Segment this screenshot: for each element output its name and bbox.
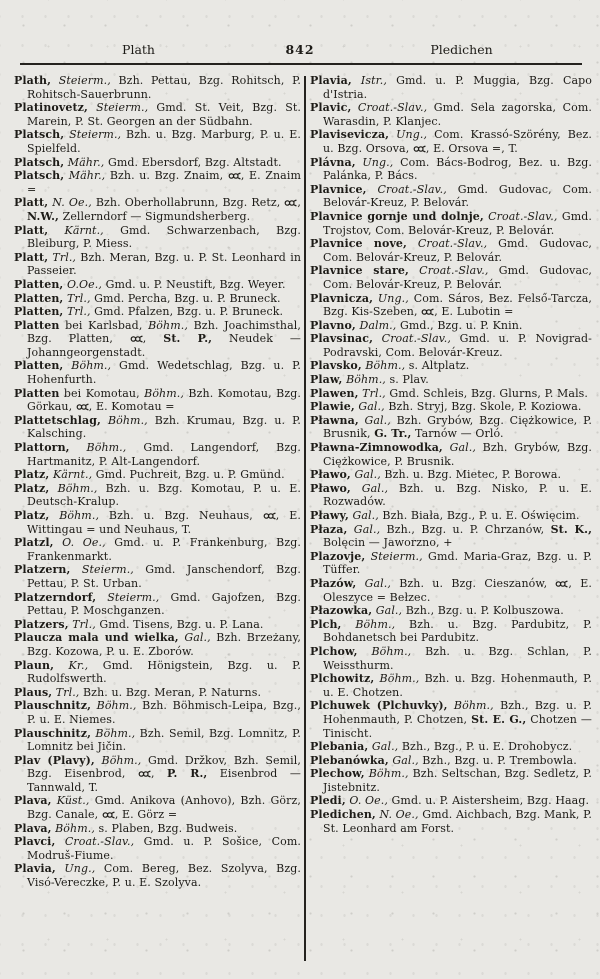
gazetteer-entry — [310, 808, 592, 835]
entry-place-name: Plavnice nove, — [310, 237, 407, 251]
gazetteer-entry — [310, 264, 592, 291]
entry-region: Böhm., — [69, 441, 127, 455]
entry-details: Bzh., Bzg. u. P. Chrzanów, St. K., Bolęcin — Jaworzno, + — [323, 522, 592, 550]
post-horn-icon — [413, 145, 426, 153]
entry-place-name: Plaun, — [14, 658, 55, 672]
entry-region: Böhm., — [51, 821, 95, 835]
entry-region: Böhm., — [342, 373, 386, 387]
entry-region: Gal., — [350, 481, 389, 495]
gazetteer-entry — [14, 862, 301, 889]
entry-region: Steierm., — [87, 101, 149, 115]
entry-region: Böhm., — [361, 359, 406, 373]
entry-details: Bzh. Krumau, Bzg. u. P. Kalsching. — [27, 413, 301, 441]
entry-region: Ung., — [389, 128, 428, 142]
entry-region: Croat.-Slav., — [366, 182, 447, 196]
entry-place-name: Płaza, — [310, 522, 348, 536]
right-column — [310, 74, 592, 973]
gazetteer-entry — [14, 156, 301, 170]
entry-details: s. Plaben, Bzg. Budweis. — [94, 821, 238, 835]
entry-region: Trl., — [63, 305, 91, 319]
entry-region: Gal., — [356, 576, 391, 590]
entry-details: Gmd. St. Veit, Bzg. St. Marein, P. St. Georgen an der Südbahn. — [27, 101, 301, 128]
gazetteer-entry — [14, 251, 301, 278]
entry-details: Bzh. Brzeżany, Bzg. Kozowa, P. u. E. Zborów. — [27, 631, 302, 658]
entry-place-name: Platsch, — [14, 155, 65, 169]
gazetteer-entry — [14, 196, 301, 223]
entry-region: Croat.-Slav., — [373, 332, 451, 346]
gazetteer-entry — [310, 550, 592, 577]
column-divider — [304, 76, 306, 961]
entry-details: Bzh. u. Bzg. Marburg, P. u. E. Spielfeld. — [27, 128, 301, 155]
entry-place-name: Plavnicza, — [310, 291, 374, 305]
entry-details: Bzh. Stryj, Bzg. Skole, P. Koziowa. — [384, 400, 582, 414]
entry-details: Gmd. u. P. Muggia, Bzg. Capo d'Istria. — [323, 74, 592, 101]
entry-details: Bzh. Böhmisch-Leipa, Bzg., P. u. E. Niemes. — [27, 699, 301, 726]
entry-region: Böhm., — [447, 699, 494, 713]
gazetteer-entry — [310, 332, 592, 359]
post-horn-icon — [555, 580, 568, 588]
entry-details: Bzh. Biała, Bzg., P. u. E. Oświęcim. — [378, 509, 580, 522]
entry-region: Steierm., — [70, 563, 134, 577]
entry-place-name: Plechow, — [310, 767, 365, 781]
gazetteer-entry — [310, 128, 592, 155]
post-horn-icon — [76, 403, 89, 411]
entry-details: Bzh. Meran, Bzg. u. P. St. Leonhard in Passeier. — [27, 250, 301, 278]
gazetteer-entry — [310, 577, 592, 604]
gazetteer-entry — [310, 672, 592, 699]
entry-region: Istr., — [351, 74, 387, 87]
entry-details: Gmd. Tisens, Bzg. u. P. Lana. — [95, 617, 264, 631]
entry-region: Böhm., — [341, 617, 396, 631]
entry-region: Trl., — [358, 386, 386, 400]
gazetteer-entry — [14, 292, 301, 306]
gazetteer-entry — [310, 468, 592, 482]
entry-details: Gmd. Puchreit, Bzg. u. P. Gmünd. — [92, 468, 285, 482]
entry-place-name: Plchow, — [310, 644, 358, 658]
gazetteer-entry — [14, 591, 301, 618]
entry-details: Gmd. Gudovac, Com. Belovár-Kreuz, P. Belovár. — [323, 264, 592, 291]
gazetteer-entry — [14, 305, 301, 319]
entry-details: Bzh. Oberhollabrunn, Bzg. Retz, , N.W., Zellerndorf — Sigmundsherberg. — [27, 196, 302, 223]
entry-region: Trl., — [63, 291, 91, 305]
entry-region: Kärnt., — [48, 223, 104, 237]
entry-details: Bzh. Seltschan, Bzg. Sedletz, P. Jistebnitz. — [323, 767, 592, 794]
gazetteer-entry — [14, 482, 301, 509]
entry-details: Gmd. u. P. Novigrad-Podravski, Com. Belovár-Kreuz. — [323, 332, 592, 359]
entry-details: Bzh. u. Bzg. Meran, P. Naturns. — [79, 685, 262, 699]
entry-place-name: Pledichen, — [310, 808, 376, 822]
gazetteer-entry — [14, 414, 301, 441]
entry-details: Bzh., Bzg. u. P. Hohenmauth, P. Chotzen, St. E. G., Chotzen — Tinischt. — [323, 699, 592, 740]
page-header — [22, 42, 578, 57]
gazetteer-entry — [14, 727, 301, 754]
entry-details: Com. Krassó-Szörény, Bez. u. Bzg. Orsova, , E. Orsova =, T. — [323, 128, 592, 155]
entry-region: O. Oe., — [53, 536, 106, 550]
gazetteer-entry: Platten bei Karlsbad, Böhm., Bzh. Joachimsthal, Bzg. Platten, , St. P., Neudek — Johanngeorgenstadt. — [14, 318, 301, 359]
entry-place-name: Platzl, — [14, 536, 54, 550]
header-rule — [20, 63, 582, 65]
entry-place-name: Platz, — [14, 468, 50, 482]
entry-region: Croat.-Slav., — [406, 237, 488, 251]
gazetteer-entry — [310, 740, 592, 754]
entry-place-name: Platsch, — [14, 169, 65, 183]
gazetteer-entry — [310, 74, 592, 101]
entry-place-name: Plchowitz, — [310, 672, 375, 686]
entry-details: Gmd. Wedetschlag, Bzg. u. P. Hohenfurth. — [27, 359, 301, 387]
entry-region: Kärnt., — [49, 468, 93, 482]
entry-details: Com. Bács-Bodrog, Bez. u. Bzg. Palánka, P. Bács. — [323, 155, 592, 183]
gazetteer-entry — [310, 101, 592, 128]
post-horn-icon — [421, 308, 434, 316]
gazetteer-entry — [310, 292, 592, 319]
entry-details: Com. Sáros, Bez. Felső-Tarcza, Bzg. Kis-Szeben, , E. Lubotin = — [323, 291, 592, 319]
gazetteer-entry: Platten bei Komotau, Böhm., Bzh. Komotau, Bzg. Görkau, , E. Komotau = — [14, 386, 301, 414]
gazetteer-entry — [14, 101, 301, 128]
gazetteer-entry — [14, 536, 301, 563]
entry-region: Gal., — [350, 468, 381, 482]
gazetteer-entry — [310, 359, 592, 373]
gazetteer-entry — [310, 441, 592, 468]
entry-details: Bzh. u. Bzg. Neuhaus, , E. Wittingau = und Neuhaus, T. — [27, 509, 301, 536]
entry-details: Bzh. Grybów, Bzg. Ciężkowice, P. Brusnik. — [323, 441, 592, 468]
entry-details: Bzh. u. Bzg. Cieszanów, , E. Oleszyce = Bełzec. — [323, 576, 592, 604]
entry-place-name: Plebanówka, — [310, 753, 389, 767]
entry-details: Bzh., Bzg. u. P. Trembowla. — [418, 753, 577, 767]
entry-details: Gmd. Langendorf, Bzg. Hartmanitz, P. Alt-Langendorf. — [27, 441, 302, 468]
entry-details: Gmd. u. P. Frankenburg, Bzg. Frankenmarkt. — [27, 536, 301, 563]
entry-region: Gal., — [348, 509, 379, 522]
entry-details: Gmd. Anikova (Anhovo), Bzh. Görz, Bzg. Canale, , E. Görz = — [27, 794, 301, 822]
entry-place-name: Platten, — [14, 305, 64, 319]
gazetteer-entry — [310, 414, 592, 441]
entry-place-name: Plávna, — [310, 155, 356, 169]
entry-region: Gal., — [178, 631, 211, 645]
header-left-keyword: Plath — [122, 42, 155, 57]
entry-region: N. Oe., — [48, 196, 92, 210]
entry-details: Gmd. Hönigstein, Bzg. u. P. Rudolfswerth. — [27, 658, 301, 686]
gazetteer-entry — [310, 319, 592, 333]
entry-station-abbrev: G. Tr., — [374, 427, 412, 441]
gazetteer-entry — [14, 169, 301, 196]
page-number: 842 — [285, 42, 315, 57]
entry-place-name: Platz, — [14, 509, 50, 522]
entry-region: Trl., — [48, 250, 77, 264]
entry-details: Bzh. u. Bzg. Znaim, , E. Znaim = — [27, 169, 301, 196]
entry-place-name: Plavsko, — [310, 359, 362, 373]
entry-details: Gmd. Schwarzenbach, Bzg. Bleiburg, P. Miess. — [27, 223, 301, 251]
entry-region: Böhm., — [139, 386, 184, 400]
gazetteer-entry — [14, 631, 301, 658]
entry-place-name: Platsch, — [14, 128, 65, 142]
entry-place-name: Plavno, — [310, 318, 356, 332]
entry-place-name: Platt, — [14, 250, 49, 264]
entry-region: Steierm., — [64, 128, 122, 142]
entry-details: Gmd. Gajofzen, Bzg. Pettau, P. Moschganzen. — [27, 590, 301, 618]
entry-region: Mähr., — [64, 155, 105, 169]
entry-station-abbrev: St. E. G., — [471, 712, 527, 726]
entry-details: Gmd. Držkov, Bzh. Semil, Bzg. Eisenbrod, , P. R., Eisenbrod — Tannwald, T. — [27, 753, 302, 794]
entry-place-name: Pławy, — [310, 509, 349, 522]
entry-details: Gmd. Pfalzen, Bzg. u. P. Bruneck. — [90, 305, 284, 319]
entry-place-name: Plavsinac, — [310, 332, 373, 346]
entry-region: Gal., — [388, 753, 419, 767]
entry-details: Gmd. Schleis, Bzg. Glurns, P. Mals. — [385, 386, 589, 400]
entry-details: Gmd. Trojstov, Com. Belovár-Kreuz, P. Belovár. — [323, 209, 592, 237]
entry-region: N. Oe., — [375, 808, 419, 822]
entry-region: Kr., — [54, 658, 89, 672]
entry-place-name: Pledi, — [310, 794, 346, 808]
entry-details: Gmd. Gudovac, Com. Belovár-Kreuz, P. Belovár. — [323, 182, 592, 210]
gazetteer-entry — [310, 156, 592, 183]
entry-place-name: Pławna-Zimnowodka, — [310, 441, 443, 455]
gazetteer-entry — [14, 509, 301, 536]
gazetteer-entry — [310, 237, 592, 264]
entry-place-name: Plav (Plavy), — [14, 753, 95, 767]
entry-place-name: Plaw, — [310, 373, 343, 387]
entry-region: O.Oe., — [63, 277, 102, 291]
entry-place-name: Platt, — [14, 196, 49, 210]
entry-place-name: Plavisevicza, — [310, 128, 390, 142]
gazetteer-entry — [310, 754, 592, 768]
entry-details: Bzh. Joachimsthal, Bzg. Platten, , St. P., Neudek — Johanngeorgenstadt. — [27, 318, 301, 359]
gazetteer-entry — [310, 210, 592, 237]
entry-place-name: Płazowka, — [310, 604, 373, 618]
gazetteer-entry — [310, 618, 592, 645]
gazetteer-entry — [14, 699, 301, 726]
entry-region: Steierm., — [365, 549, 423, 563]
entry-region: Ung., — [355, 155, 394, 169]
entry-place-name: Platten, — [14, 291, 64, 305]
gazetteer-entry — [14, 822, 301, 836]
entry-station-abbrev: St. K., — [550, 522, 592, 536]
entry-details: Bzh. Semil, Bzg. Lomnitz, P. Lomnitz bei Jičin. — [27, 726, 301, 754]
entry-place-name: Pławo, — [310, 481, 351, 495]
entry-place-name: Plava, — [14, 821, 52, 835]
entry-details: Bzh., Bzg., P. u. E. Drohobycz. — [398, 740, 573, 754]
entry-region: Böhm., — [100, 413, 148, 427]
header-right-keyword: Pledichen — [430, 42, 493, 57]
entry-place-name: Plch, — [310, 617, 342, 631]
entry-place-name: Platten, — [14, 277, 64, 291]
entry-region: Böhm., — [374, 672, 420, 686]
entry-place-name: Plauschnitz, — [14, 726, 91, 740]
entry-region: Küst., — [51, 794, 90, 808]
gazetteer-entry — [14, 468, 301, 482]
post-horn-icon — [138, 770, 151, 778]
gazetteer-entry — [310, 604, 592, 618]
entry-region: Trl., — [68, 617, 96, 631]
entry-place-name: Platten — [14, 386, 60, 400]
entry-details: Bzh., Bzg. u. P. Kolbuszowa. — [402, 604, 564, 618]
entry-region: Croat.-Slav., — [55, 835, 135, 849]
entry-region: Croat.-Slav., — [408, 264, 489, 278]
entry-region: Böhm., — [49, 481, 98, 495]
entry-region: Gal., — [442, 441, 476, 455]
entry-details: Gmd. u. P. Aistersheim, Bzg. Haag. — [387, 794, 590, 808]
entry-region: Steierm., — [96, 590, 160, 604]
entry-place-name: Plattetschlag, — [14, 413, 101, 427]
post-horn-icon — [228, 172, 241, 180]
entry-region: Gal., — [347, 522, 381, 536]
entry-place-name: Płazów, — [310, 576, 357, 590]
entry-region: Böhm., — [63, 359, 112, 373]
entry-region: Dalm., — [355, 318, 397, 332]
gazetteer-entry — [310, 523, 592, 550]
gazetteer-entry — [310, 767, 592, 794]
entry-details: s. Altplatz. — [405, 359, 470, 373]
gazetteer-entry — [14, 835, 301, 862]
entry-station-abbrev: St. P., — [163, 332, 213, 346]
entry-place-name: Plazovje, — [310, 549, 366, 563]
gazetteer-entry — [14, 224, 301, 251]
entry-region: Böhm., — [49, 509, 100, 522]
entry-place-name: Plavnice stare, — [310, 264, 409, 278]
entry-details: Bzh. u. Bzg. Pardubitz, P. Bohdanetsch bei Pardubitz. — [323, 617, 592, 645]
entry-place-name: Plavnice, — [310, 182, 367, 196]
entry-place-name: Platten, — [14, 359, 64, 373]
entry-place-name: Platten — [14, 318, 60, 332]
entry-details: Bzh. u. Bzg. Nisko, P. u. E. Rozwadów. — [323, 481, 592, 509]
entry-place-name: Platzers, — [14, 617, 69, 631]
entry-place-name: Plaus, — [14, 685, 53, 699]
entry-region: Böhm., — [364, 767, 409, 781]
entry-details: Gmd. Percha, Bzg. u. P. Bruneck. — [90, 291, 281, 305]
entry-region: Steierm., — [51, 74, 111, 87]
gazetteer-entry — [310, 509, 592, 523]
entry-region: Gal., — [372, 604, 403, 618]
post-horn-icon — [263, 512, 276, 520]
entry-place-name: Plavci, — [14, 835, 56, 849]
entry-details: Bzh. u. Bzg. Hohenmauth, P. u. E. Chotzen. — [323, 672, 592, 699]
entry-region: Ung., — [373, 291, 409, 305]
gazetteer-entry — [310, 183, 592, 210]
gazetteer-entry — [310, 645, 592, 672]
entry-station-abbrev: N.W., — [27, 209, 59, 223]
gazetteer-entry — [14, 278, 301, 292]
entry-details: Gmd., Bzg. u. P. Knin. — [396, 318, 523, 332]
entry-place-name: Plavia, — [310, 74, 352, 87]
gazetteer-entry — [14, 686, 301, 700]
entry-place-name: Platinovetz, — [14, 101, 88, 115]
entry-details: Gmd. Sela zagorska, Com. Warasdin, P. Klanjec. — [323, 101, 592, 128]
gazetteer-entry — [14, 128, 301, 155]
entry-place-name: Platzerndorf, — [14, 590, 97, 604]
entry-details: Gmd. Aichbach, Bzg. Mank, P. St. Leonhard am Forst. — [323, 808, 593, 835]
entry-details: Gmd. Gudovac, Com. Belovár-Kreuz, P. Belovár. — [323, 237, 592, 264]
entry-region: Croat.-Slav., — [351, 101, 428, 115]
entry-region: Ung., — [55, 862, 96, 876]
entry-details: Gmd. Ebersdorf, Bzg. Altstadt. — [104, 155, 282, 169]
gazetteer-entry — [310, 387, 592, 401]
entry-region: Gal., — [368, 740, 399, 754]
gazetteer-entry — [14, 74, 301, 101]
entry-region: Trl., — [52, 685, 80, 699]
entry-details: Bzh. u. Bzg. Komotau, P. u. E. Deutsch-Kralup. — [27, 481, 301, 509]
gazetteer-entry — [310, 794, 592, 808]
gazetteer-entry — [310, 400, 592, 414]
entry-place-name: Platz, — [14, 481, 50, 495]
entry-place-name: Pławo, — [310, 468, 351, 482]
entry-region: Croat.-Slav., — [483, 209, 558, 223]
post-horn-icon — [130, 335, 143, 343]
entry-details: Com. Bereg, Bez. Szolyva, Bzg. Visó-Vereczke, P. u. E. Szolyva. — [27, 862, 301, 890]
entry-region: Böhm., — [142, 318, 188, 332]
gazetteer-entry — [310, 373, 592, 387]
entry-region: Gal., — [358, 413, 391, 427]
entry-details: Gmd. Janschendorf, Bzg. Pettau, P. St. Urban. — [27, 563, 301, 590]
entry-place-name: Plawen, — [310, 386, 359, 400]
entry-place-name: Plauschnitz, — [14, 699, 91, 713]
gazetteer-entry — [14, 618, 301, 632]
entry-region: Böhm., — [94, 753, 142, 767]
entry-details: Bzh. Grybów, Bzg. Ciężkowice, P. Brusnik, G. Tr., Tarnów — Orló. — [323, 413, 592, 441]
entry-place-name: Plchuwek (Plchuvky), — [310, 699, 448, 713]
post-horn-icon — [284, 199, 297, 207]
left-column — [14, 74, 301, 973]
entry-region: Mähr., — [64, 169, 106, 183]
entry-region: Böhm., — [91, 726, 136, 740]
entry-place-name: Plebania, — [310, 740, 369, 754]
gazetteer-entry — [310, 699, 592, 740]
entry-details: Gmd. Maria-Graz, Bzg. u. P. Tüffer. — [323, 549, 592, 577]
entry-details: Gmd. u. P. Neustift, Bzg. Weyer. — [101, 277, 286, 291]
entry-place-name: Plavia, — [14, 862, 56, 876]
entry-details: Bzh. u. Bzg. Schlan, P. Weissthurm. — [323, 644, 592, 672]
entry-place-name: Plath, — [14, 74, 52, 87]
gazetteer-entry — [14, 754, 301, 795]
entry-region: Gal., — [354, 400, 385, 414]
entry-details: s. Plav. — [385, 373, 429, 387]
entry-place-name: Plavic, — [310, 101, 352, 115]
entry-place-name: Plawie, — [310, 400, 355, 414]
entry-place-name: Pławna, — [310, 413, 359, 427]
entry-columns — [14, 74, 593, 973]
gazetteer-entry — [14, 359, 301, 386]
post-horn-icon — [102, 811, 115, 819]
entry-details: Bzh. u. Bzg. Mietec, P. Borowa. — [380, 468, 562, 482]
gazetteer-entry — [14, 794, 301, 821]
entry-place-name: Plattorn, — [14, 441, 70, 455]
entry-details: Gmd. u. P. Sošice, Com. Modruš-Fiume. — [27, 835, 301, 862]
entry-place-name: Platzern, — [14, 563, 71, 577]
gazetteer-entry — [310, 482, 592, 509]
entry-station-abbrev: P. R., — [167, 767, 208, 781]
entry-region: O. Oe., — [345, 794, 388, 808]
entry-region: Böhm., — [357, 644, 412, 658]
gazetteer-entry — [14, 563, 301, 590]
gazetteer-entry — [14, 659, 301, 686]
entry-place-name: Platt, — [14, 223, 49, 237]
entry-region: Böhm., — [91, 699, 137, 713]
entry-place-name: Plaucza mala und wielka, — [14, 631, 179, 645]
entry-details: Bzh. Pettau, Bzg. Rohitsch, P. Rohitsch-Sauerbrunn. — [27, 74, 301, 101]
entry-place-name: Plava, — [14, 794, 52, 808]
entry-details: Bzh. Komotau, Bzg. Görkau, , E. Komotau = — [27, 386, 301, 414]
entry-place-name: Plavnice gornje und dolnje, — [310, 209, 484, 223]
gazetteer-entry — [14, 441, 301, 468]
